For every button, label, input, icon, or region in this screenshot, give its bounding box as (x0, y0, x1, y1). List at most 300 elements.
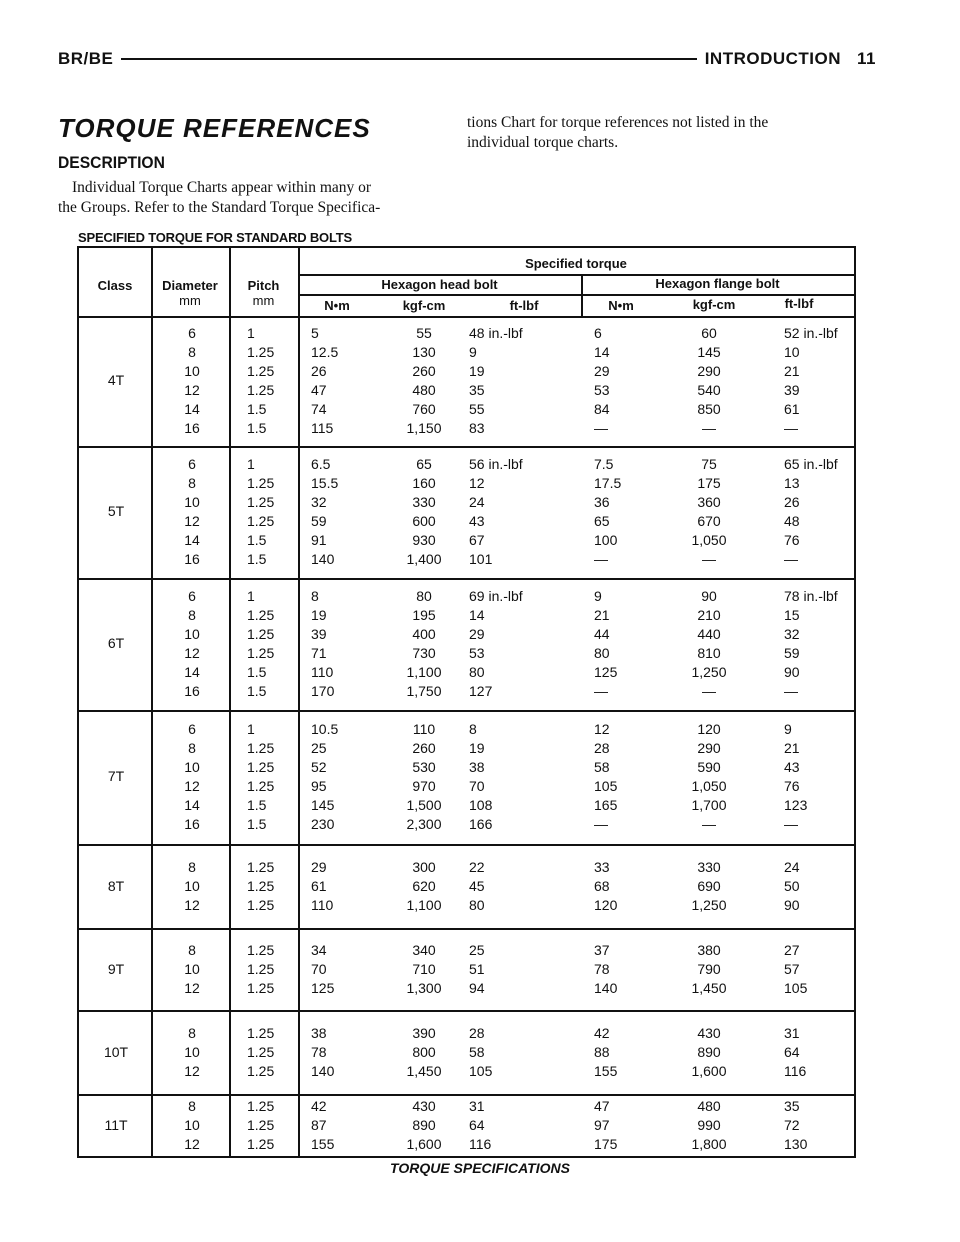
table-cell: 127 (469, 683, 493, 699)
table-cell: — (702, 551, 716, 567)
table-cell: 140 (594, 980, 618, 996)
table-cell: 1.25 (247, 607, 275, 623)
table-cell: 32 (311, 494, 327, 510)
table-cell: 78 in.-lbf (784, 588, 838, 604)
column-head-ft (469, 324, 579, 438)
table-cell: 1.25 (247, 1117, 275, 1133)
table-cell: 1.25 (247, 344, 275, 360)
table-cell: 57 (784, 961, 800, 977)
column-flange-kgf (669, 1024, 749, 1081)
table-cell: 690 (697, 878, 721, 894)
table-cell: 110 (412, 721, 436, 737)
table-cell: 42 (594, 1025, 610, 1041)
table-cell: 56 in.-lbf (469, 456, 523, 472)
column-head-ft (469, 858, 579, 915)
table-cell: 6 (188, 721, 196, 737)
column-diameter (157, 1097, 227, 1154)
table-cell: 1.25 (247, 363, 275, 379)
table-cell: 90 (784, 664, 800, 680)
table-cell: — (784, 420, 798, 436)
table-cell: 27 (784, 942, 800, 958)
table-cell: 290 (697, 363, 721, 379)
column-head-nm (311, 1097, 371, 1154)
table-cell: 76 (784, 532, 800, 548)
table-cell: 10 (184, 1117, 200, 1133)
section-subtitle: DESCRIPTION (58, 153, 165, 172)
column-head-ft (469, 1097, 579, 1154)
table-cell: 95 (311, 778, 327, 794)
table-cell: 42 (311, 1098, 327, 1114)
table-cell: 8 (188, 942, 196, 958)
table-cell: 1,500 (406, 797, 442, 813)
table-cell: 6 (188, 325, 196, 341)
bolt-class: 5T (107, 503, 125, 519)
table-cell: 59 (311, 513, 327, 529)
table-cell: 1.25 (247, 1025, 275, 1041)
column-diameter (157, 455, 227, 569)
running-header (58, 46, 876, 72)
table-cell: 710 (412, 961, 436, 977)
column-flange-kgf (669, 858, 749, 915)
column-flange-ft (784, 858, 854, 915)
table-cell: 10 (184, 961, 200, 977)
table-cell: — (702, 816, 716, 832)
table-cell: 6.5 (311, 456, 331, 472)
column-flange-nm (594, 1097, 644, 1154)
header-class: Class (97, 278, 133, 293)
header-pitch (229, 278, 298, 308)
header-hexagon-flange-bolt: Hexagon flange bolt (655, 276, 780, 291)
table-cell: 25 (469, 942, 485, 958)
table-cell: 440 (697, 626, 721, 642)
figure-caption: TORQUE SPECIFICATIONS (390, 1160, 570, 1176)
column-pitch (247, 1097, 297, 1154)
table-cell: 12 (184, 1136, 200, 1152)
table-cell: 47 (594, 1098, 610, 1114)
table-cell: 6 (188, 456, 196, 472)
table-cell: 47 (311, 382, 327, 398)
column-head-nm (311, 1024, 371, 1081)
table-cell: 88 (594, 1044, 610, 1060)
group-divider (79, 710, 854, 712)
table-cell: 14 (594, 344, 610, 360)
table-cell: 1,400 (406, 551, 442, 567)
table-cell: 21 (594, 607, 610, 623)
column-head-nm (311, 587, 371, 701)
table-cell: 36 (594, 494, 610, 510)
table-cell: 12 (594, 721, 610, 737)
table-cell: 53 (594, 382, 610, 398)
header-diameter-unit: mm (179, 293, 201, 308)
table-cell: 48 (784, 513, 800, 529)
header-ft-lbf: ft-lbf (784, 296, 814, 311)
column-diameter (157, 941, 227, 998)
header-rule (121, 58, 696, 60)
table-cell: 140 (311, 551, 335, 567)
header-pitch-unit: mm (252, 293, 275, 308)
table-cell: 65 (416, 456, 432, 472)
table-cell: 29 (311, 859, 327, 875)
column-head-nm (311, 941, 371, 998)
table-cell: 1,700 (691, 797, 727, 813)
column-diameter (157, 858, 227, 915)
table-cell: 300 (412, 859, 436, 875)
table-cell: 16 (184, 816, 200, 832)
table-cell: 670 (697, 513, 721, 529)
table-cell: 61 (784, 401, 800, 417)
column-pitch (247, 720, 297, 834)
table-cell: 90 (784, 897, 800, 913)
table-cell: 116 (469, 1136, 492, 1152)
table-cell: 64 (784, 1044, 800, 1060)
column-diameter (157, 587, 227, 701)
table-cell: 55 (416, 325, 432, 341)
header-section: INTRODUCTION (704, 49, 842, 68)
table-cell: 480 (412, 382, 436, 398)
table-cell: 1.5 (247, 532, 267, 548)
table-cell: 230 (311, 816, 335, 832)
header-kgf-cm: kgf-cm (692, 297, 736, 312)
table-cell: 84 (594, 401, 610, 417)
table-cell: 380 (697, 942, 721, 958)
bolt-class: 7T (107, 768, 125, 784)
table-cell: 140 (311, 1063, 335, 1079)
table-cell: 90 (701, 588, 717, 604)
table-cell: 6 (188, 588, 196, 604)
table-cell: 10 (184, 1044, 200, 1060)
table-cell: 83 (469, 420, 485, 436)
table-cell: 400 (412, 626, 436, 642)
paragraph-line: tions Chart for torque references not listed in the (467, 114, 769, 131)
table-cell: 12 (184, 980, 200, 996)
table-cell: 10 (184, 363, 200, 379)
table-cell: — (784, 816, 798, 832)
column-head-nm (311, 858, 371, 915)
column-divider (298, 248, 300, 1156)
table-cell: 1,600 (691, 1063, 727, 1079)
table-cell: 1,750 (406, 683, 442, 699)
table-cell: 155 (594, 1063, 618, 1079)
table-cell: 8 (188, 1025, 196, 1041)
column-flange-kgf (669, 1097, 749, 1154)
table-cell: 10.5 (311, 721, 339, 737)
table-cell: 80 (594, 645, 610, 661)
group-divider (79, 1010, 854, 1012)
table-cell: 155 (311, 1136, 335, 1152)
column-flange-ft (784, 941, 854, 998)
table-cell: 1,250 (691, 897, 727, 913)
table-cell: 37 (594, 942, 610, 958)
table-cell: 15 (784, 607, 800, 623)
header-kgf-cm: kgf-cm (402, 298, 446, 313)
table-cell: 52 (311, 759, 327, 775)
table-cell: 43 (469, 513, 485, 529)
section-title: TORQUE REFERENCES (58, 113, 371, 143)
table-cell: 790 (697, 961, 721, 977)
table-cell: 10 (184, 494, 200, 510)
table-cell: 69 in.-lbf (469, 588, 523, 604)
table-cell: 1.25 (247, 1136, 275, 1152)
table-cell: 9 (594, 588, 602, 604)
column-head-ft (469, 455, 579, 569)
description-paragraph-continued (467, 113, 877, 153)
header-divider (79, 316, 854, 318)
table-cell: 105 (784, 980, 808, 996)
table-cell: 8 (188, 344, 196, 360)
table-cell: 68 (594, 878, 610, 894)
table-cell: 28 (469, 1025, 485, 1041)
table-cell: 125 (311, 980, 335, 996)
table-cell: 100 (594, 532, 618, 548)
table-cell: 8 (188, 607, 196, 623)
table-cell: 8 (188, 859, 196, 875)
bolt-class: 8T (107, 877, 125, 894)
paragraph-line: the Groups. Refer to the Standard Torque Specifica- (58, 199, 381, 216)
table-cell: 1,600 (406, 1136, 442, 1152)
paragraph-line: Individual Torque Charts appear within many or (72, 179, 372, 196)
table-cell: 1,150 (406, 420, 442, 436)
table-cell: 1.25 (247, 980, 275, 996)
table-cell: 74 (311, 401, 327, 417)
table-cell: 1 (247, 456, 255, 472)
column-flange-ft (784, 1097, 854, 1154)
table-cell: 120 (594, 897, 618, 913)
table-cell: 1.5 (247, 420, 267, 436)
table-cell: 12 (184, 897, 200, 913)
table-cell: 8 (469, 721, 477, 737)
bolt-class: 9T (107, 960, 125, 977)
table-cell: 80 (469, 664, 485, 680)
table-cell: 14 (184, 401, 200, 417)
column-head-kgf (384, 587, 464, 701)
column-pitch (247, 1024, 297, 1081)
table-cell: 175 (697, 475, 721, 491)
column-head-kgf (384, 858, 464, 915)
column-head-nm (311, 720, 371, 834)
table-cell: 890 (412, 1117, 436, 1133)
table-cell: 65 in.-lbf (784, 456, 838, 472)
table-cell: 1 (247, 588, 255, 604)
table-cell: 530 (412, 759, 436, 775)
table-cell: 1.25 (247, 1063, 275, 1079)
table-cell: 21 (784, 740, 800, 756)
table-cell: 80 (469, 897, 485, 913)
header-nm: N•m (608, 298, 634, 313)
table-cell: 390 (412, 1025, 436, 1041)
table-cell: 1.25 (247, 1098, 275, 1114)
column-head-ft (469, 720, 579, 834)
table-cell: 1,300 (406, 980, 442, 996)
group-divider (79, 1094, 854, 1096)
column-head-nm (311, 324, 371, 438)
table-cell: 115 (311, 420, 334, 436)
paragraph-line: individual torque charts. (467, 134, 619, 151)
table-cell: 26 (311, 363, 327, 379)
table-cell: 39 (784, 382, 800, 398)
table-cell: 52 in.-lbf (784, 325, 838, 341)
table-cell: 360 (697, 494, 721, 510)
table-cell: 540 (697, 382, 721, 398)
table-cell: 890 (697, 1044, 721, 1060)
table-cell: 15.5 (311, 475, 339, 491)
table-cell: 108 (469, 797, 493, 813)
column-head-kgf (384, 324, 464, 438)
table-cell: 72 (784, 1117, 800, 1133)
table-cell: 760 (412, 401, 436, 417)
table-cell: 22 (469, 859, 485, 875)
table-cell: 1.25 (247, 878, 275, 894)
table-cell: 260 (412, 363, 436, 379)
table-cell: 17.5 (594, 475, 622, 491)
table-cell: 1.5 (247, 664, 267, 680)
column-flange-ft (784, 587, 854, 701)
table-cell: 130 (784, 1136, 808, 1152)
table-cell: 1.5 (247, 551, 267, 567)
table-cell: 101 (469, 551, 493, 567)
table-cell: 48 in.-lbf (469, 325, 523, 341)
table-cell: 430 (412, 1098, 436, 1114)
table-cell: 91 (311, 532, 327, 548)
page-number: 11 (857, 49, 876, 68)
bolt-class: 4T (107, 372, 125, 388)
table-cell: 1.5 (247, 401, 267, 417)
column-flange-kgf (669, 587, 749, 701)
table-cell: 1,050 (691, 532, 727, 548)
table-cell: 10 (184, 626, 200, 642)
table-cell: 1,250 (691, 664, 727, 680)
table-cell: 60 (701, 325, 717, 341)
table-cell: 53 (469, 645, 485, 661)
table-cell: 1.25 (247, 513, 275, 529)
table-cell: 24 (469, 494, 485, 510)
table-cell: 35 (469, 382, 485, 398)
table-cell: — (594, 683, 608, 699)
table-cell: 19 (311, 607, 327, 623)
description-paragraph (58, 178, 446, 218)
column-flange-ft (784, 324, 854, 438)
table-cell: 70 (469, 778, 485, 794)
table-cell: 1,100 (406, 897, 442, 913)
table-cell: 5 (311, 325, 319, 341)
group-divider (79, 928, 854, 930)
table-cell: 21 (784, 363, 800, 379)
table-cell: 10 (184, 878, 200, 894)
column-flange-kgf (669, 455, 749, 569)
table-cell: 1 (247, 721, 255, 737)
table-cell: 1.25 (247, 494, 275, 510)
table-cell: 1,450 (691, 980, 727, 996)
table-cell: 110 (311, 664, 334, 680)
column-flange-kgf (669, 941, 749, 998)
column-diameter (157, 720, 227, 834)
table-cell: 2,300 (406, 816, 442, 832)
column-head-kgf (384, 720, 464, 834)
column-flange-ft (784, 1024, 854, 1081)
table-cell: — (702, 683, 716, 699)
table-cell: 1,800 (691, 1136, 727, 1152)
table-cell: 78 (594, 961, 610, 977)
table-cell: 12 (184, 382, 200, 398)
column-head-ft (469, 1024, 579, 1081)
table-cell: 12 (184, 778, 200, 794)
group-divider (79, 578, 854, 580)
table-cell: 1,100 (406, 664, 442, 680)
header-specified-torque: Specified torque (525, 256, 627, 271)
table-cell: 1 (247, 325, 255, 341)
table-cell: 105 (594, 778, 618, 794)
table-cell: 14 (184, 797, 200, 813)
table-cell: 600 (412, 513, 436, 529)
table-cell: 330 (412, 494, 436, 510)
column-flange-ft (784, 720, 854, 834)
column-pitch (247, 858, 297, 915)
table-cell: 480 (697, 1098, 721, 1114)
table-cell: 55 (469, 401, 485, 417)
table-cell: 1.25 (247, 626, 275, 642)
header-ft-lbf: ft-lbf (509, 298, 539, 313)
table-cell: — (594, 816, 608, 832)
table-cell: 110 (311, 897, 334, 913)
table-cell: 25 (311, 740, 327, 756)
table-cell: 8 (188, 475, 196, 491)
table-cell: 19 (469, 740, 485, 756)
table-cell: 1.25 (247, 778, 275, 794)
table-cell: 65 (594, 513, 610, 529)
table-cell: 1.5 (247, 683, 267, 699)
table-cell: 33 (594, 859, 610, 875)
table-cell: 64 (469, 1117, 485, 1133)
table-cell: 175 (594, 1136, 618, 1152)
column-flange-nm (594, 941, 644, 998)
header-nm: N•m (324, 298, 350, 313)
column-flange-ft (784, 455, 854, 569)
table-cell: 35 (784, 1098, 800, 1114)
table-cell: 1.25 (247, 961, 275, 977)
table-cell: 8 (311, 588, 319, 604)
column-flange-nm (594, 324, 644, 438)
column-flange-nm (594, 455, 644, 569)
table-cell: — (702, 420, 716, 436)
table-cell: 1.25 (247, 897, 275, 913)
column-head-nm (311, 455, 371, 569)
table-cell: 123 (784, 797, 808, 813)
table-cell: 6 (594, 325, 602, 341)
table-cell: 14 (184, 532, 200, 548)
table-cell: 76 (784, 778, 800, 794)
table-cell: 1,050 (691, 778, 727, 794)
table-cell: 1.5 (247, 797, 267, 813)
table-cell: 7.5 (594, 456, 614, 472)
table-cell: 590 (697, 759, 721, 775)
table-cell: 38 (469, 759, 485, 775)
header-pitch-label: Pitch (247, 278, 280, 293)
table-cell: 165 (594, 797, 618, 813)
table-cell: 1.25 (247, 382, 275, 398)
table-cell: 31 (469, 1098, 485, 1114)
table-cell: 1.25 (247, 942, 275, 958)
column-head-kgf (384, 941, 464, 998)
column-divider (229, 248, 231, 1156)
table-cell: 19 (469, 363, 485, 379)
table-cell: 210 (697, 607, 721, 623)
column-flange-nm (594, 1024, 644, 1081)
column-pitch (247, 941, 297, 998)
table-cell: 16 (184, 551, 200, 567)
group-divider (79, 844, 854, 846)
table-cell: 16 (184, 420, 200, 436)
table-cell: 1.25 (247, 645, 275, 661)
table-cell: 45 (469, 878, 485, 894)
